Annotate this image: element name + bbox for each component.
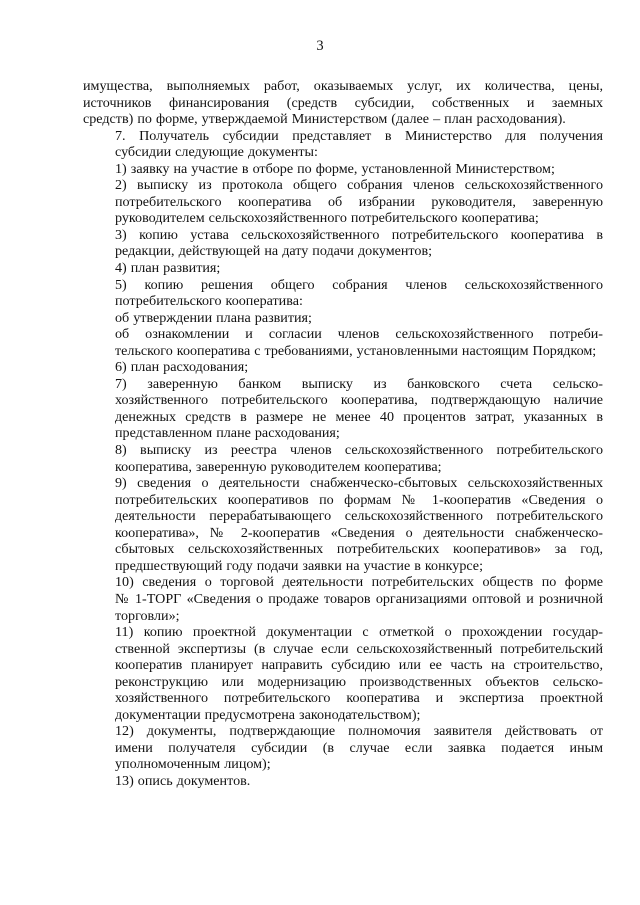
page-number: 3 bbox=[316, 38, 324, 54]
paragraph-d10 bbox=[83, 574, 603, 624]
paragraph-d1 bbox=[83, 161, 603, 178]
text-line: 13) опись документов. bbox=[115, 772, 251, 789]
text-line: кооператив планирует направить субсидию или ее часть на строительство, bbox=[115, 657, 603, 674]
paragraph-d5 bbox=[83, 277, 603, 310]
text-line: 3) копию устава сельскохозяйственного потребительского кооператива в bbox=[115, 226, 603, 243]
text-line: торговли»; bbox=[115, 607, 180, 624]
text-line: документации предусмотрена законодательством); bbox=[115, 706, 421, 723]
paragraph-d5b bbox=[83, 326, 603, 359]
paragraph-d4 bbox=[83, 260, 603, 277]
paragraph-d8 bbox=[83, 442, 603, 475]
paragraph-d11 bbox=[83, 624, 603, 723]
text-line: об ознакомлении и согласии членов сельскохозяйственного потреби- bbox=[115, 326, 603, 343]
paragraph-d6 bbox=[83, 359, 603, 376]
text-line: потребительских кооперативов по формам № 1-кооператив «Сведения о bbox=[115, 491, 603, 508]
paragraph-d3 bbox=[83, 227, 603, 260]
text-line: представленном плане расходования; bbox=[115, 425, 340, 442]
text-line: 8) выписку из реестра членов сельскохозяйственного потребительского bbox=[115, 442, 603, 459]
text-line: предшествующий году подачи заявки на участие в конкурсе; bbox=[115, 557, 483, 574]
text-line: 7) заверенную банком выписку из банковского счета сельско- bbox=[115, 375, 603, 392]
text-line: имущества, выполняемых работ, оказываемых услуг, их количества, цены, bbox=[83, 78, 603, 94]
text-line: сбытовых сельскохозяйственных потребительских кооперативов» за год, bbox=[115, 541, 603, 558]
paragraph-d7 bbox=[83, 376, 603, 442]
text-line: уполномоченным лицом); bbox=[115, 756, 271, 773]
paragraph-cont bbox=[83, 78, 603, 128]
text-line: потребительского кооператива об избрании руководителя, заверенную bbox=[115, 193, 603, 210]
text-line: 5) копию решения общего собрания членов сельскохозяйственного bbox=[115, 276, 603, 293]
text-line: 9) сведения о деятельности снабженческо-сбытовых сельскохозяйственных bbox=[115, 475, 603, 492]
paragraph-d9 bbox=[83, 475, 603, 574]
text-line: средств) по форме, утверждаемой Министерством (далее – план расходования). bbox=[83, 111, 566, 128]
text-line: имени получателя субсидии (в случае если заявка подается иным bbox=[115, 739, 603, 756]
text-line: 11) копию проектной документации с отметкой о прохождении государ- bbox=[115, 624, 603, 641]
text-line: 2) выписку из протокола общего собрания членов сельскохозяйственного bbox=[115, 177, 603, 194]
text-line: руководителем сельскохозяйственного потребительского кооператива; bbox=[115, 210, 539, 227]
text-line: кооператива», № 2-кооператив «Сведения о деятельности снабженческо- bbox=[115, 524, 603, 541]
text-line: хозяйственного потребительского кооператива и экспертиза проектной bbox=[115, 690, 603, 707]
text-line: 12) документы, подтверждающие полномочия заявителя действовать от bbox=[115, 723, 603, 740]
text-line: 4) план развития; bbox=[115, 260, 221, 277]
text-line: субсидии следующие документы: bbox=[115, 144, 318, 161]
text-line: реконструкцию или модернизацию производственных объектов сельско- bbox=[115, 673, 603, 690]
text-line: 10) сведения о торговой деятельности потребительских обществ по форме bbox=[115, 574, 603, 591]
text-line: потребительского кооператива: bbox=[115, 293, 303, 310]
paragraph-d5a bbox=[83, 310, 603, 327]
text-line: редакции, действующей на дату подачи документов; bbox=[115, 243, 433, 260]
text-line: кооператива, заверенную руководителем кооператива; bbox=[115, 458, 442, 475]
text-line: 1) заявку на участие в отборе по форме, установленной Министерством; bbox=[115, 160, 555, 177]
text-line: деятельности перерабатывающего сельскохозяйственного потребительского bbox=[115, 508, 603, 525]
text-line: ственной экспертизы (в случае если сельскохозяйственный потребительский bbox=[115, 640, 603, 657]
text-line: 7. Получатель субсидии представляет в Министерство для получения bbox=[115, 127, 603, 144]
text-line: денежных средств в размере не менее 40 процентов затрат, указанных в bbox=[115, 408, 603, 425]
text-line: хозяйственного потребительского кооператива, подтверждающую наличие bbox=[115, 392, 603, 409]
text-line: тельского кооператива с требованиями, установленными настоящим Порядком; bbox=[115, 342, 597, 359]
text-line: № 1-ТОРГ «Сведения о продаже товаров организациями оптовой и розничной bbox=[115, 590, 603, 607]
paragraph-d12 bbox=[83, 723, 603, 773]
paragraph-d2 bbox=[83, 177, 603, 227]
text-line: об утверждении плана развития; bbox=[115, 309, 312, 326]
text-line: источников финансирования (средств субсидии, собственных и заемных bbox=[83, 94, 603, 111]
paragraph-d13 bbox=[83, 773, 603, 790]
paragraph-p7 bbox=[83, 128, 603, 161]
document-body bbox=[83, 78, 603, 790]
text-line: 6) план расходования; bbox=[115, 359, 249, 376]
